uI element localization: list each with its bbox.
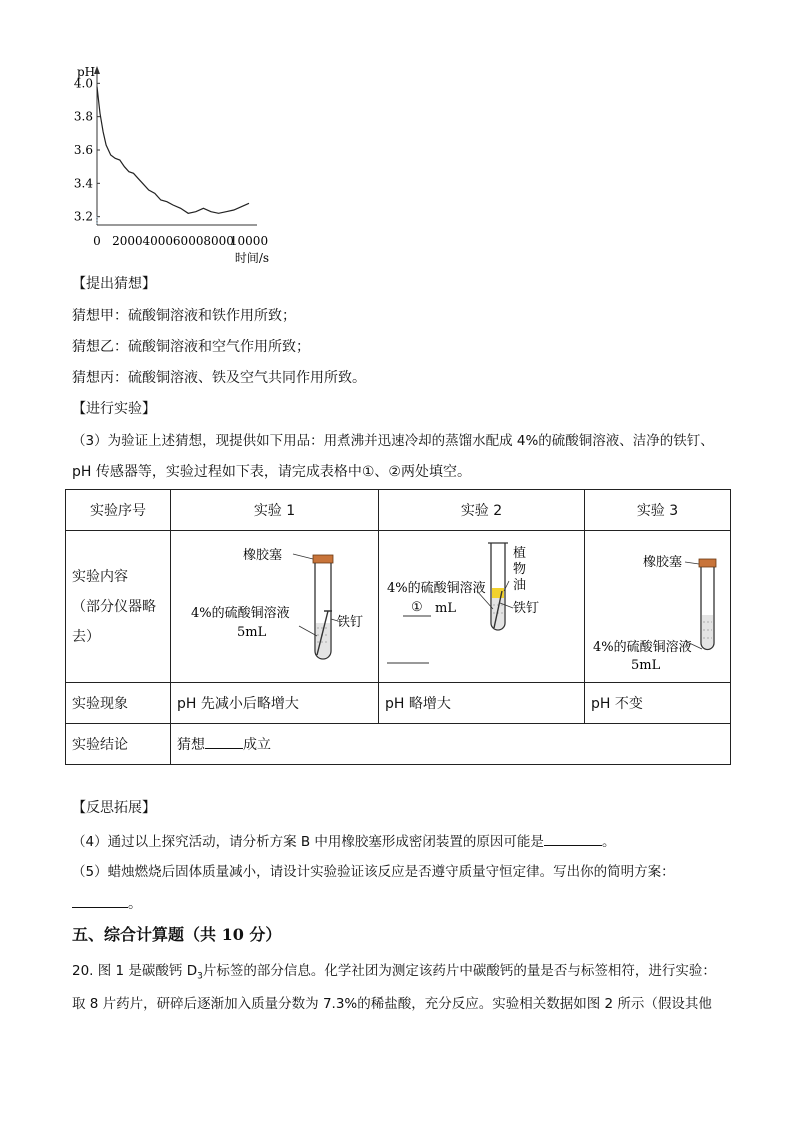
question-4-end: 。 (601, 834, 616, 850)
reflect-heading: 【反思拓展】 (72, 800, 156, 816)
exp1-rubber-stopper (313, 555, 333, 563)
y-tick-label: 4.0 (73, 76, 93, 91)
exp3-diagram-cell (585, 531, 731, 683)
observe-cell: pH 略增大 (379, 683, 585, 724)
question-20-text-a: 20. 图 1 是碳酸钙 D (72, 963, 198, 979)
question-3-line-1: （3）为验证上述猜想，现提供如下用品：用煮沸并迅速冷却的蒸馏水配成 4%的硫酸铜溶液、洁净的铁钉、 (72, 433, 714, 449)
exp2-oil-char-2: 物 (513, 562, 527, 577)
conclude-text-a: 猜想 (177, 737, 205, 753)
header-cell: 实验 1 (171, 490, 379, 531)
content-label-line: 实验内容 (72, 568, 128, 585)
exp1-stopper-label: 橡胶塞 (243, 548, 283, 563)
x-tick-label: 10000 (229, 234, 269, 248)
exp1-stopper-pointer (293, 554, 313, 559)
conclude-text-b: 成立 (243, 737, 271, 753)
y-tick-label: 3.6 (73, 143, 93, 157)
exp2-oil-char-1: 植 (513, 546, 527, 561)
x-tick-label: 0 (93, 234, 101, 248)
y-tick-label: 3.2 (73, 209, 93, 224)
header-cell: 实验 3 (585, 490, 731, 531)
table-row-conclusion (66, 724, 731, 765)
hypothesis-a: 猜想甲：硫酸铜溶液和铁作用所致； (72, 308, 296, 324)
exp1-solution-label: 4%的硫酸铜溶液 (191, 606, 290, 621)
exp3-stopper-label: 橡胶塞 (643, 555, 683, 570)
exp2-apparatus (379, 531, 584, 678)
x-tick-label: 2000 (112, 234, 143, 248)
y-tick-label: 3.8 (73, 109, 93, 124)
experiment-table (65, 489, 731, 765)
question-5-blank[interactable] (72, 893, 128, 908)
ph-series-line (97, 87, 249, 214)
x-tick-label: 8000 (203, 234, 234, 248)
hypothesis-c: 猜想丙：硫酸铜溶液、铁及空气共同作用所致。 (72, 370, 366, 386)
exp3-rubber-stopper (699, 559, 716, 567)
question-5: （5）蜡烛燃烧后固体质量减小，请设计实验验证该反应是否遵守质量守恒定律。写出你的简明方案： (72, 864, 675, 880)
conclude-label-cell: 实验结论 (66, 724, 171, 765)
question-20-line-2: 取 8 片药片，研碎后逐渐加入质量分数为 7.3%的稀盐酸，充分反应。实验相关数据如图 2 所示（假设其他 (72, 996, 712, 1012)
question-4-blank[interactable] (544, 831, 602, 846)
conclude-blank[interactable] (205, 734, 243, 749)
content-label-cell (66, 531, 171, 683)
ph-line-chart (60, 60, 300, 265)
question-4 (72, 831, 615, 851)
exp1-diagram-cell (171, 531, 379, 683)
table-header-row (66, 490, 731, 531)
question-20-text-b: 片标签的部分信息。化学社团为测定该药片中碳酸钙的量是否与标签相符，进行实验： (202, 963, 716, 979)
exp1-apparatus (171, 531, 378, 678)
x-tick-label: 4000 (142, 234, 174, 248)
exp1-solution-pointer (299, 626, 317, 636)
question-4-text: （4）通过以上探究活动，请分析方案 B 中用橡胶塞形成密闭装置的原因可能是 (72, 834, 544, 850)
exp2-solution-label: 4%的硫酸铜溶液 (387, 581, 486, 596)
question-5-end: 。 (128, 896, 142, 912)
exp1-volume-label: 5mL (237, 625, 267, 640)
exp1-nail-label: 铁钉 (337, 615, 364, 630)
exp2-nail-label: 铁钉 (513, 601, 540, 616)
content-label-line: 去） (72, 628, 100, 645)
exp3-volume-label: 5mL (631, 658, 661, 673)
exp2-oil-char-3: 油 (513, 578, 527, 593)
header-cell: 实验序号 (66, 490, 171, 531)
propose-heading: 【提出猜想】 (72, 276, 156, 292)
content-label-line: （部分仪器略 (72, 598, 156, 615)
question-20-subscript: 3 (197, 971, 203, 982)
question-3-line-2: pH 传感器等，实验过程如下表，请完成表格中①、②两处填空。 (72, 464, 471, 480)
table-row-content (66, 531, 731, 683)
exp3-solution-label: 4%的硫酸铜溶液 (593, 640, 692, 655)
y-tick-label: 3.4 (73, 176, 93, 191)
x-tick-label: 6000 (172, 234, 204, 248)
header-cell: 实验 2 (379, 490, 585, 531)
y-axis-label: pH (77, 65, 96, 79)
question-20-line-1 (72, 962, 716, 986)
exp2-solution (492, 598, 504, 629)
part-5-heading: 五、综合计算题（共 10 分） (72, 925, 282, 944)
observe-cell: pH 不变 (585, 683, 731, 724)
exp2-diagram-cell (379, 531, 585, 683)
exp3-apparatus (585, 531, 730, 678)
exp2-volume-unit: mL (435, 601, 456, 616)
hypothesis-b: 猜想乙：硫酸铜溶液和空气作用所致； (72, 339, 310, 355)
exp2-blank-mark: ① (411, 600, 423, 615)
observe-label-cell: 实验现象 (66, 683, 171, 724)
table-row-observation (66, 683, 731, 724)
x-axis-label: 时间/s (234, 251, 270, 265)
exp3-solution (702, 615, 713, 649)
question-5-answer (72, 893, 142, 913)
experiment-heading: 【进行实验】 (72, 401, 156, 417)
conclude-cell (171, 724, 731, 765)
observe-cell: pH 先减小后略增大 (171, 683, 379, 724)
